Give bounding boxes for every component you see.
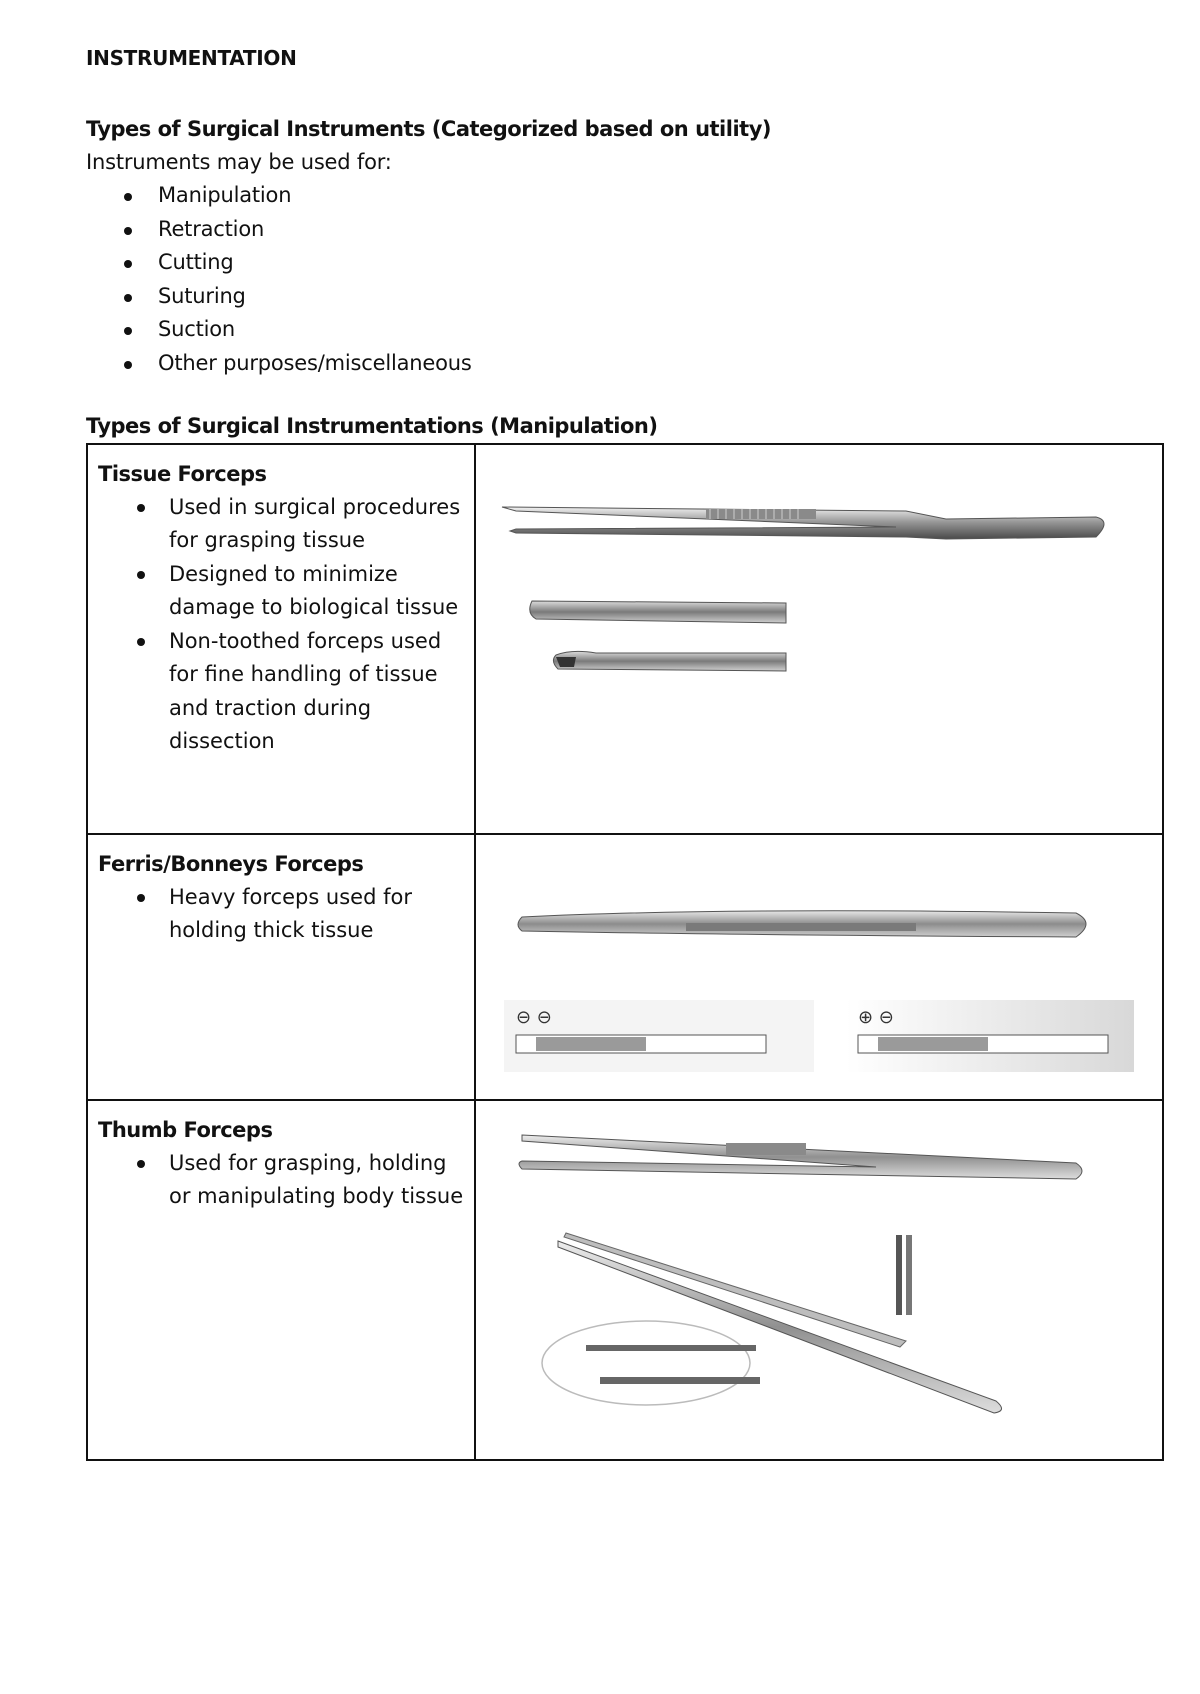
- table-cell-image: [475, 444, 1163, 834]
- list-item: Used in surgical procedures for grasping tissue: [98, 491, 464, 558]
- table-cell-description: [87, 444, 475, 834]
- table-row: [87, 444, 1163, 834]
- bullet-icon: [137, 1160, 145, 1168]
- bullet-icon: [124, 327, 132, 335]
- svg-text:⊖ ⊖: ⊖ ⊖: [516, 1006, 552, 1028]
- section-heading-types: Types of Surgical Instruments (Categorized based on utility): [86, 117, 771, 141]
- document-title: INSTRUMENTATION: [86, 46, 297, 70]
- list-item: Heavy forceps used for holding thick tissue: [98, 881, 464, 948]
- list-item: Manipulation: [86, 179, 1166, 213]
- table-cell-description: [87, 1100, 475, 1460]
- list-item: Suturing: [86, 280, 1166, 314]
- list-item: Non-toothed forceps used for fine handling of tissue and traction during dissection: [98, 625, 464, 759]
- row-title: Thumb Forceps: [98, 1117, 273, 1142]
- list-item: Cutting: [86, 246, 1166, 280]
- list-item: Designed to minimize damage to biological tissue: [98, 558, 464, 625]
- bullet-icon: [137, 504, 145, 512]
- section-heading-manipulation: Types of Surgical Instrumentations (Manipulation): [86, 413, 658, 438]
- row-title: Ferris/Bonneys Forceps: [98, 851, 364, 876]
- list-item: Used for grasping, holding or manipulating body tissue: [98, 1147, 464, 1214]
- bullet-icon: [124, 260, 132, 268]
- table-row: [87, 834, 1163, 1100]
- thumb-forceps-image: [476, 1101, 1162, 1457]
- intro-text: Instruments may be used for:: [86, 150, 392, 174]
- row-title: Tissue Forceps: [98, 461, 267, 486]
- list-item: Suction: [86, 313, 1166, 347]
- list-item: Retraction: [86, 213, 1166, 247]
- table-cell-image: [475, 834, 1163, 1100]
- bullet-icon: [137, 894, 145, 902]
- table-cell-image: [475, 1100, 1163, 1460]
- svg-text:⊕ ⊖: ⊕ ⊖: [858, 1006, 894, 1028]
- cell-bullet-list: [98, 1147, 464, 1214]
- bullet-icon: [124, 227, 132, 235]
- bullet-icon: [124, 294, 132, 302]
- bullet-icon: [124, 361, 132, 369]
- utility-list: [86, 179, 1166, 381]
- bullet-icon: [137, 571, 145, 579]
- table-cell-description: [87, 834, 475, 1100]
- bullet-icon: [137, 638, 145, 646]
- cell-bullet-list: [98, 881, 464, 948]
- cell-bullet-list: [98, 491, 464, 759]
- instrument-table: [86, 443, 1164, 1461]
- tissue-forceps-image: [476, 445, 1162, 831]
- bullet-icon: [124, 193, 132, 201]
- list-item: Other purposes/miscellaneous: [86, 347, 1166, 381]
- document-page: [86, 40, 1166, 1461]
- bonneys-forceps-image: [476, 835, 1162, 1097]
- table-row: [87, 1100, 1163, 1460]
